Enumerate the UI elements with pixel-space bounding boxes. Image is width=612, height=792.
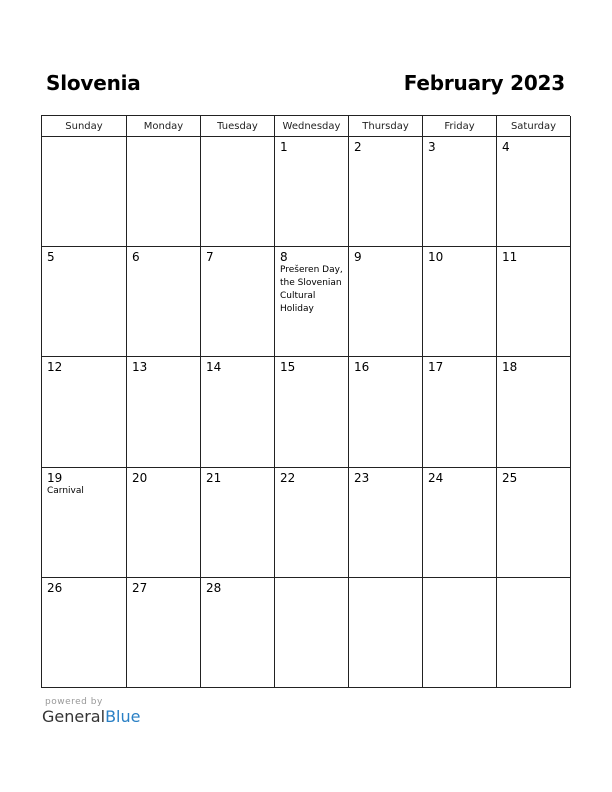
day-cell <box>42 247 127 357</box>
day-number: 25 <box>502 470 518 485</box>
weekday-header-thursday: Thursday <box>349 116 423 137</box>
day-number: 11 <box>502 250 518 265</box>
day-cell <box>497 137 571 247</box>
day-cell <box>497 357 571 467</box>
brand-general: General <box>42 707 106 726</box>
day-cell <box>127 247 201 357</box>
brand-blue: Blue <box>105 707 141 726</box>
day-number: 27 <box>132 580 148 595</box>
day-cell <box>42 468 127 578</box>
day-cell <box>423 247 497 357</box>
day-cell <box>275 468 349 578</box>
day-cell <box>349 468 423 578</box>
day-cell <box>42 137 127 247</box>
day-cell <box>423 578 497 688</box>
day-cell <box>127 137 201 247</box>
day-cell <box>497 468 571 578</box>
powered-by-text: powered by <box>45 697 103 707</box>
day-number: 12 <box>47 360 63 375</box>
day-cell <box>127 357 201 467</box>
day-cell <box>275 578 349 688</box>
weekday-header-wednesday: Wednesday <box>275 116 349 137</box>
calendar-grid <box>41 115 570 688</box>
day-cell <box>349 357 423 467</box>
day-number: 8 <box>280 250 288 265</box>
day-cell <box>201 468 275 578</box>
day-cell <box>275 247 349 357</box>
generalblue-logo[interactable] <box>42 707 140 726</box>
day-number: 24 <box>428 470 444 485</box>
holiday-label: Prešeren Day, the Slovenian Cultural Holiday <box>280 265 343 315</box>
day-number: 7 <box>206 250 214 265</box>
day-number: 1 <box>280 140 288 154</box>
day-number: 4 <box>502 140 510 154</box>
day-number: 10 <box>428 250 444 265</box>
day-cell <box>127 578 201 688</box>
day-cell <box>201 137 275 247</box>
weekday-header-monday: Monday <box>127 116 201 137</box>
day-cell <box>349 247 423 357</box>
day-cell <box>423 137 497 247</box>
day-number: 9 <box>354 250 362 265</box>
day-cell <box>497 247 571 357</box>
day-cell <box>497 578 571 688</box>
day-number: 20 <box>132 470 148 485</box>
day-cell <box>127 468 201 578</box>
day-cell <box>349 137 423 247</box>
day-number: 5 <box>47 250 55 265</box>
day-cell <box>201 247 275 357</box>
day-cell <box>423 468 497 578</box>
day-number: 21 <box>206 470 222 485</box>
day-number: 18 <box>502 360 518 375</box>
day-number: 2 <box>354 140 362 154</box>
day-number: 17 <box>428 360 444 375</box>
footer-branding <box>42 697 140 726</box>
weekday-header-sunday: Sunday <box>42 116 127 137</box>
day-cell <box>349 578 423 688</box>
country-title: Slovenia <box>46 71 141 95</box>
day-number: 28 <box>206 580 222 595</box>
day-cell <box>275 357 349 467</box>
month-year-title: February 2023 <box>403 71 565 95</box>
day-cell <box>201 578 275 688</box>
day-number: 16 <box>354 360 370 375</box>
day-number: 22 <box>280 470 296 485</box>
day-cell <box>42 357 127 467</box>
day-number: 13 <box>132 360 148 375</box>
day-number: 6 <box>132 250 140 265</box>
day-number: 14 <box>206 360 222 375</box>
weekday-header-friday: Friday <box>423 116 497 137</box>
day-number: 26 <box>47 580 63 595</box>
day-number: 23 <box>354 470 370 485</box>
day-number: 19 <box>47 470 63 485</box>
weekday-header-saturday: Saturday <box>497 116 571 137</box>
day-cell <box>201 357 275 467</box>
holiday-label: Carnival <box>47 485 84 496</box>
weekday-header-tuesday: Tuesday <box>201 116 275 137</box>
day-number: 15 <box>280 360 296 375</box>
day-cell <box>275 137 349 247</box>
day-cell <box>42 578 127 688</box>
day-number: 3 <box>428 140 436 154</box>
day-cell <box>423 357 497 467</box>
